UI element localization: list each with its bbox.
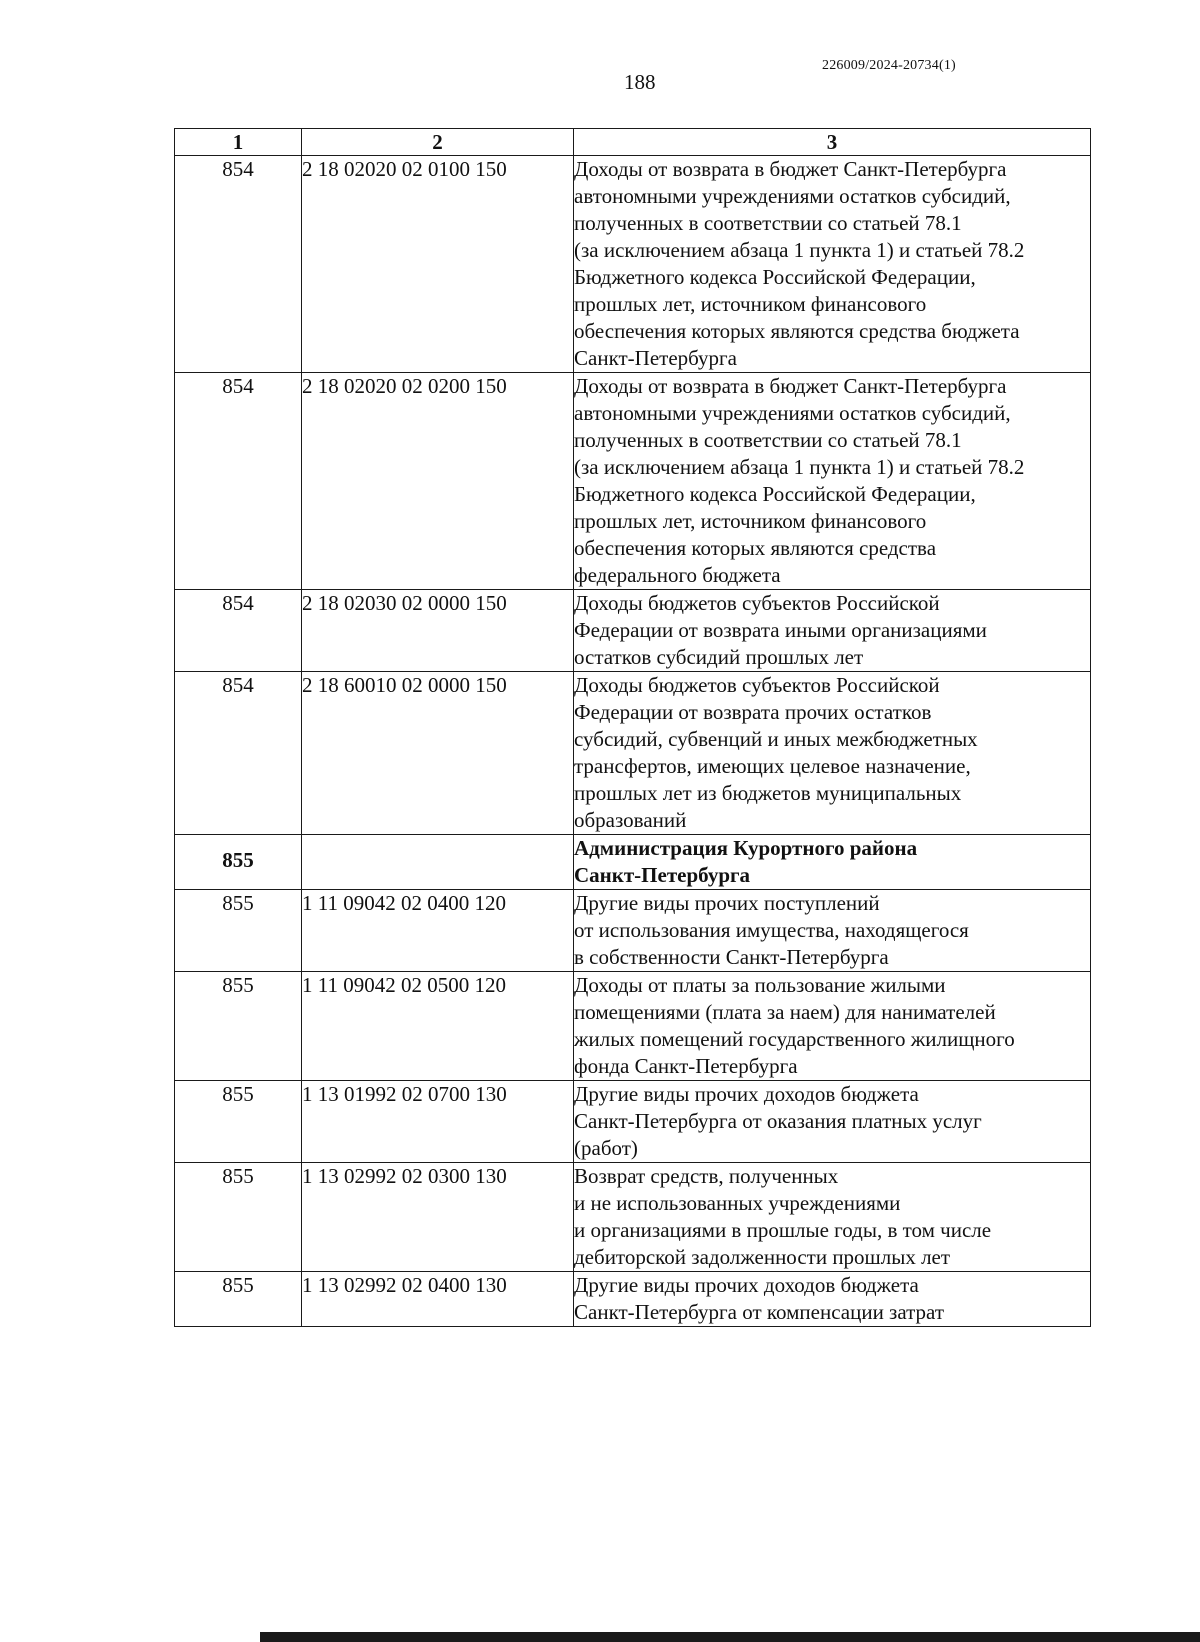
admin-code-cell: 854 bbox=[175, 672, 302, 835]
column-header-3: 3 bbox=[574, 129, 1091, 156]
admin-code-cell: 855 bbox=[175, 972, 302, 1081]
revenue-description-cell: Доходы бюджетов субъектов Российской Федерации от возврата иными организациями остатков субсидий прошлых лет bbox=[574, 590, 1091, 672]
page-number: 188 bbox=[624, 70, 656, 94]
revenue-code-cell bbox=[302, 835, 574, 890]
revenue-description-cell: Другие виды прочих доходов бюджета Санкт-Петербурга от компенсации затрат bbox=[574, 1272, 1091, 1327]
revenue-code-cell: 1 11 09042 02 0400 120 bbox=[302, 890, 574, 972]
table-row bbox=[175, 1163, 1091, 1272]
column-header-2: 2 bbox=[302, 129, 574, 156]
revenue-description-cell: Доходы от платы за пользование жилыми помещениями (плата за наем) для нанимателей жилых помещений государственного жилищного фонда Санкт-Петербурга bbox=[574, 972, 1091, 1081]
table-row bbox=[175, 373, 1091, 590]
scan-edge-bar bbox=[260, 1632, 1200, 1642]
table-row bbox=[175, 972, 1091, 1081]
admin-code-cell: 854 bbox=[175, 373, 302, 590]
admin-code-cell: 855 bbox=[175, 835, 302, 890]
revenue-description-cell: Другие виды прочих поступлений от использования имущества, находящегося в собственности Санкт-Петербурга bbox=[574, 890, 1091, 972]
admin-code-cell: 855 bbox=[175, 1163, 302, 1272]
table-row bbox=[175, 590, 1091, 672]
revenue-code-cell: 2 18 02020 02 0100 150 bbox=[302, 156, 574, 373]
column-header-1: 1 bbox=[175, 129, 302, 156]
table-row bbox=[175, 1081, 1091, 1163]
table-row bbox=[175, 156, 1091, 373]
table-row bbox=[175, 890, 1091, 972]
administrator-group-row bbox=[175, 835, 1091, 890]
table-row bbox=[175, 1272, 1091, 1327]
revenue-description-cell: Доходы от возврата в бюджет Санкт-Петербурга автономными учреждениями остатков субсидий, полученных в соответствии со статьей 78.1 (за исключением абзаца 1 пункта 1) и статьей 78.2 Бюджетного кодекса Российской Федерации, прошлых лет, источником финансового обеспечения которых являются средства федерального бюджета bbox=[574, 373, 1091, 590]
admin-code-cell: 855 bbox=[175, 1081, 302, 1163]
revenue-code-cell: 1 13 01992 02 0700 130 bbox=[302, 1081, 574, 1163]
admin-code-cell: 855 bbox=[175, 890, 302, 972]
revenue-description-cell: Доходы от возврата в бюджет Санкт-Петербурга автономными учреждениями остатков субсидий, полученных в соответствии со статьей 78.1 (за исключением абзаца 1 пункта 1) и статьей 78.2 Бюджетного кодекса Российской Федерации, прошлых лет, источником финансового обеспечения которых являются средства бюджета Санкт-Петербурга bbox=[574, 156, 1091, 373]
revenue-description-cell: Возврат средств, полученных и не использованных учреждениями и организациями в прошлые годы, в том числе дебиторской задолженности прошлых лет bbox=[574, 1163, 1091, 1272]
revenue-codes-table bbox=[174, 128, 1091, 1327]
table-header-row bbox=[175, 129, 1091, 156]
admin-code-cell: 854 bbox=[175, 156, 302, 373]
revenue-code-cell: 1 13 02992 02 0400 130 bbox=[302, 1272, 574, 1327]
admin-code-cell: 854 bbox=[175, 590, 302, 672]
revenue-code-cell: 2 18 02020 02 0200 150 bbox=[302, 373, 574, 590]
document-registration-number: 226009/2024-20734(1) bbox=[822, 58, 956, 73]
revenue-description-cell: Другие виды прочих доходов бюджета Санкт-Петербурга от оказания платных услуг (работ) bbox=[574, 1081, 1091, 1163]
revenue-code-cell: 2 18 60010 02 0000 150 bbox=[302, 672, 574, 835]
revenue-code-cell: 1 11 09042 02 0500 120 bbox=[302, 972, 574, 1081]
revenue-description-cell: Доходы бюджетов субъектов Российской Федерации от возврата прочих остатков субсидий, субвенций и иных межбюджетных трансфертов, имеющих целевое назначение, прошлых лет из бюджетов муниципальных образований bbox=[574, 672, 1091, 835]
table-row bbox=[175, 672, 1091, 835]
administrator-name-cell: Администрация Курортного района Санкт-Петербурга bbox=[574, 835, 1091, 890]
admin-code-cell: 855 bbox=[175, 1272, 302, 1327]
revenue-code-cell: 1 13 02992 02 0300 130 bbox=[302, 1163, 574, 1272]
revenue-code-cell: 2 18 02030 02 0000 150 bbox=[302, 590, 574, 672]
